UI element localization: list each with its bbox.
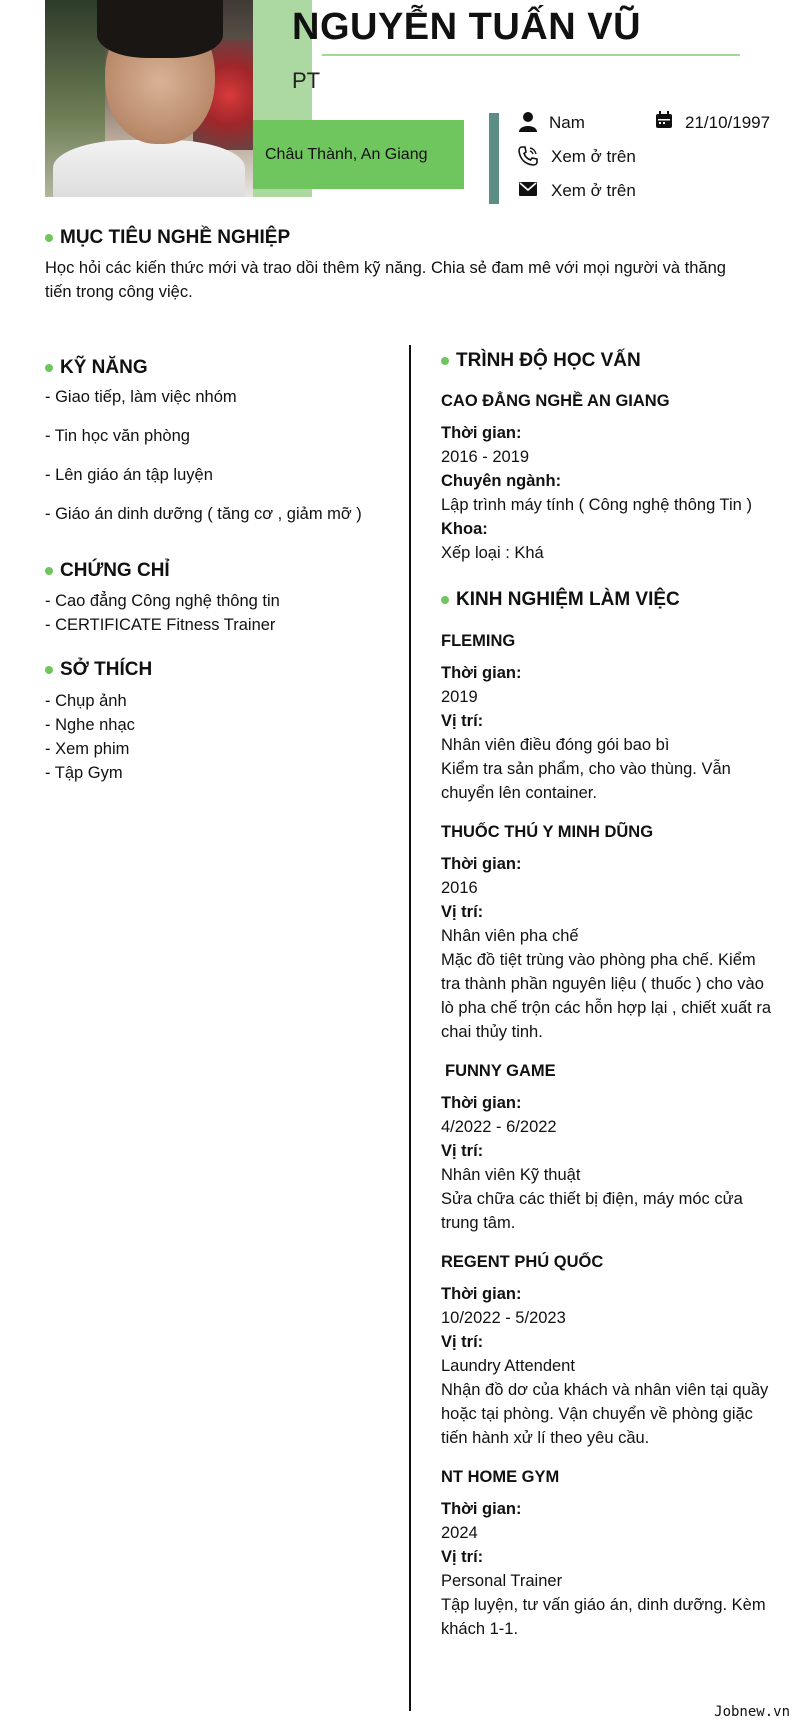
company-name: REGENT PHÚ QUỐC [441,1253,604,1271]
hobbies-heading: SỞ THÍCH [45,659,152,681]
job-time: 2024 [441,1524,478,1542]
candidate-role: PT [292,68,321,93]
name-underline [322,54,740,56]
hobbies-list [45,692,135,788]
education-time: 2016 - 2019 [441,448,530,466]
certificates-heading: CHỨNG CHỈ [45,560,170,582]
education-major: Lập trình máy tính ( Công nghệ thông Tin ) [441,496,752,514]
job-entry [441,1062,776,1235]
job-time: 2016 [441,879,478,897]
person-icon [518,112,538,132]
education-heading: TRÌNH ĐỘ HỌC VẤN [441,350,641,372]
list-item: - Cao đẳng Công nghệ thông tin [45,592,280,610]
job-entry [441,632,776,805]
education-entry [441,392,776,565]
list-item: - Giáo án dinh dưỡng ( tăng cơ , giảm mỡ ) [45,505,362,523]
experience-list [441,632,776,1659]
list-item: - Tin học văn phòng [45,427,190,445]
time-label: Thời gian: [441,855,522,873]
list-item: - Tập Gym [45,764,123,782]
major-label: Chuyên ngành: [441,472,562,490]
job-entry [441,1468,776,1641]
contact-accent-bar [489,113,499,204]
job-position: Laundry Attendent [441,1357,575,1375]
certificates-list [45,592,280,640]
skills-list [45,388,362,544]
job-entry [441,823,776,1044]
list-item: - Chụp ảnh [45,692,127,710]
job-description: Nhận đồ dơ của khách và nhân viên tại quầy hoặc tại phòng. Vận chuyển về phòng giặc tiến hành xử lí theo yêu cầu. [441,1381,769,1447]
job-description: Sửa chữa các thiết bị điện, máy móc cửa trung tâm. [441,1190,743,1232]
candidate-name: NGUYỄN TUẤN VŨ [292,6,642,48]
company-name: THUỐC THÚ Y MINH DŨNG [441,823,654,841]
job-entry [441,1253,776,1450]
list-item: - Nghe nhạc [45,716,135,734]
skills-heading: KỸ NĂNG [45,357,148,379]
company-name: FUNNY GAME [445,1062,556,1080]
profile-photo [45,0,253,197]
job-description: Mặc đồ tiệt trùng vào phòng pha chế. Kiểm tra thành phần nguyên liệu ( thuốc ) cho vào lò pha chế trộn các hỗn hợp lại , chiết xuất ra chai thủy tinh. [441,951,772,1041]
job-time: 10/2022 - 5/2023 [441,1309,566,1327]
email-icon [518,179,538,199]
school-name: CAO ĐẲNG NGHỀ AN GIANG [441,392,670,410]
email-text: Xem ở trên [551,181,636,200]
position-label: Vị trí: [441,1548,484,1566]
phone-icon [518,146,538,166]
list-item: - CERTIFICATE Fitness Trainer [45,616,276,634]
faculty-label: Khoa: [441,520,488,538]
job-position: Personal Trainer [441,1572,563,1590]
job-time: 2019 [441,688,478,706]
job-position: Nhân viên điều đóng gói bao bì [441,736,670,754]
list-item: - Xem phim [45,740,130,758]
position-label: Vị trí: [441,1333,484,1351]
position-label: Vị trí: [441,712,484,730]
position-label: Vị trí: [441,1142,484,1160]
education-rank: Xếp loại : Khá [441,544,544,562]
time-label: Thời gian: [441,1500,522,1518]
time-label: Thời gian: [441,1285,522,1303]
job-time: 4/2022 - 6/2022 [441,1118,557,1136]
company-name: NT HOME GYM [441,1468,560,1486]
objective-text: Học hỏi các kiến thức mới và trao dồi thêm kỹ năng. Chia sẻ đam mê với mọi người và thăng tiến trong công việc. [45,259,726,301]
company-name: FLEMING [441,632,516,650]
birthdate-text: 21/10/1997 [685,113,771,132]
phone-text: Xem ở trên [551,147,636,166]
job-description: Kiểm tra sản phẩm, cho vào thùng. Vẫn chuyển lên container. [441,760,731,802]
objective-heading: MỤC TIÊU NGHỀ NGHIỆP [45,227,290,249]
list-item: - Lên giáo án tập luyện [45,466,213,484]
time-label: Thời gian: [441,1094,522,1112]
footer-brand[interactable]: Jobnew.vn [714,1704,790,1720]
gender-text: Nam [549,113,585,132]
job-description: Tập luyện, tư vấn giáo án, dinh dưỡng. Kèm khách 1-1. [441,1596,766,1638]
experience-heading: KINH NGHIỆM LÀM VIỆC [441,589,680,611]
job-position: Nhân viên Kỹ thuật [441,1166,581,1184]
position-label: Vị trí: [441,903,484,921]
time-label: Thời gian: [441,664,522,682]
location-text: Châu Thành, An Giang [265,146,428,163]
bullet-dot [45,234,53,242]
time-label: Thời gian: [441,424,522,442]
job-position: Nhân viên pha chế [441,927,579,945]
calendar-icon [654,110,674,130]
column-divider [409,345,411,1711]
list-item: - Giao tiếp, làm việc nhóm [45,388,237,406]
